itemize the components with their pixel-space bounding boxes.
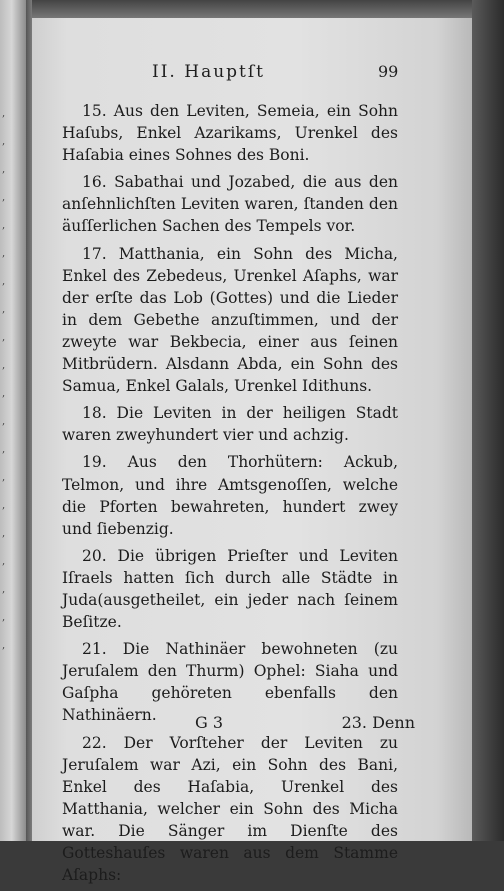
facing-page-marks: , , , , , , , , , , , , , , , , , , , , xyxy=(2,108,6,651)
body-text xyxy=(62,100,398,891)
verse-15: 15. Aus den Leviten, Semeia, ein Sohn Haſubs, Enkel Azarikams, Urenkel des Haſabia eines Sohnes des Boni. xyxy=(62,102,398,165)
printer-signature: G 3 xyxy=(195,713,224,732)
catchword: 23. Denn xyxy=(341,713,415,732)
verse-21: 21. Die Nathinäer bewohneten (zu Jeruſalem den Thurm) Ophel: Siaha und Gaſpha gehöreten ebenfalls den Nathinäern. xyxy=(62,640,398,725)
verse-20: 20. Die übrigen Prieſter und Leviten Iſraels hatten ſich durch alle Städte in Juda(ausgetheilet, ein jeder nach ſeinem Beſitze. xyxy=(62,546,398,632)
verse-17: 17. Matthania, ein Sohn des Micha, Enkel des Zebedeus, Urenkel Aſaphs, war der erſte das Lob (Gottes) und die Lieder in dem Gebethe anzuſtimmen, und der zweyte war Bekbecia, einer aus ſeinen Mitbrüdern. Alsdann Abda, ein Sohn des Samua, Enkel Galals, Urenkel Idithuns. xyxy=(62,244,398,396)
page-footer xyxy=(195,713,415,737)
running-head: II. Hauptſt xyxy=(152,62,265,82)
page-number: 99 xyxy=(378,62,399,81)
verse-19: 19. Aus den Thorhütern: Ackub, Telmon, und ihre Amtsgenoſſen, welche die Pforten bewahreten, hundert zwey und ſiebenzig. xyxy=(62,453,398,538)
verse-18: 18. Die Leviten in der heiligen Stadt waren zweyhundert vier und achzig. xyxy=(62,404,398,445)
verse-16: 16. Sabathai und Jozabed, die aus den anſehnlichſten Leviten waren, ſtanden den äuſſerlichen Sachen des Tempels vor. xyxy=(62,173,398,236)
facing-page-edge xyxy=(0,0,26,841)
verse-22: 22. Der Vorſteher der Leviten zu Jeruſalem war Azi, ein Sohn des Bani, Enkel des Haſabia, Urenkel des Matthania, welcher ein Sohn des Micha war. Die Sänger im Dienſte des Gotteshauſes waren aus dem Stamme Aſaphs: xyxy=(62,733,398,885)
right-background xyxy=(472,0,504,841)
top-shadow xyxy=(32,0,472,18)
